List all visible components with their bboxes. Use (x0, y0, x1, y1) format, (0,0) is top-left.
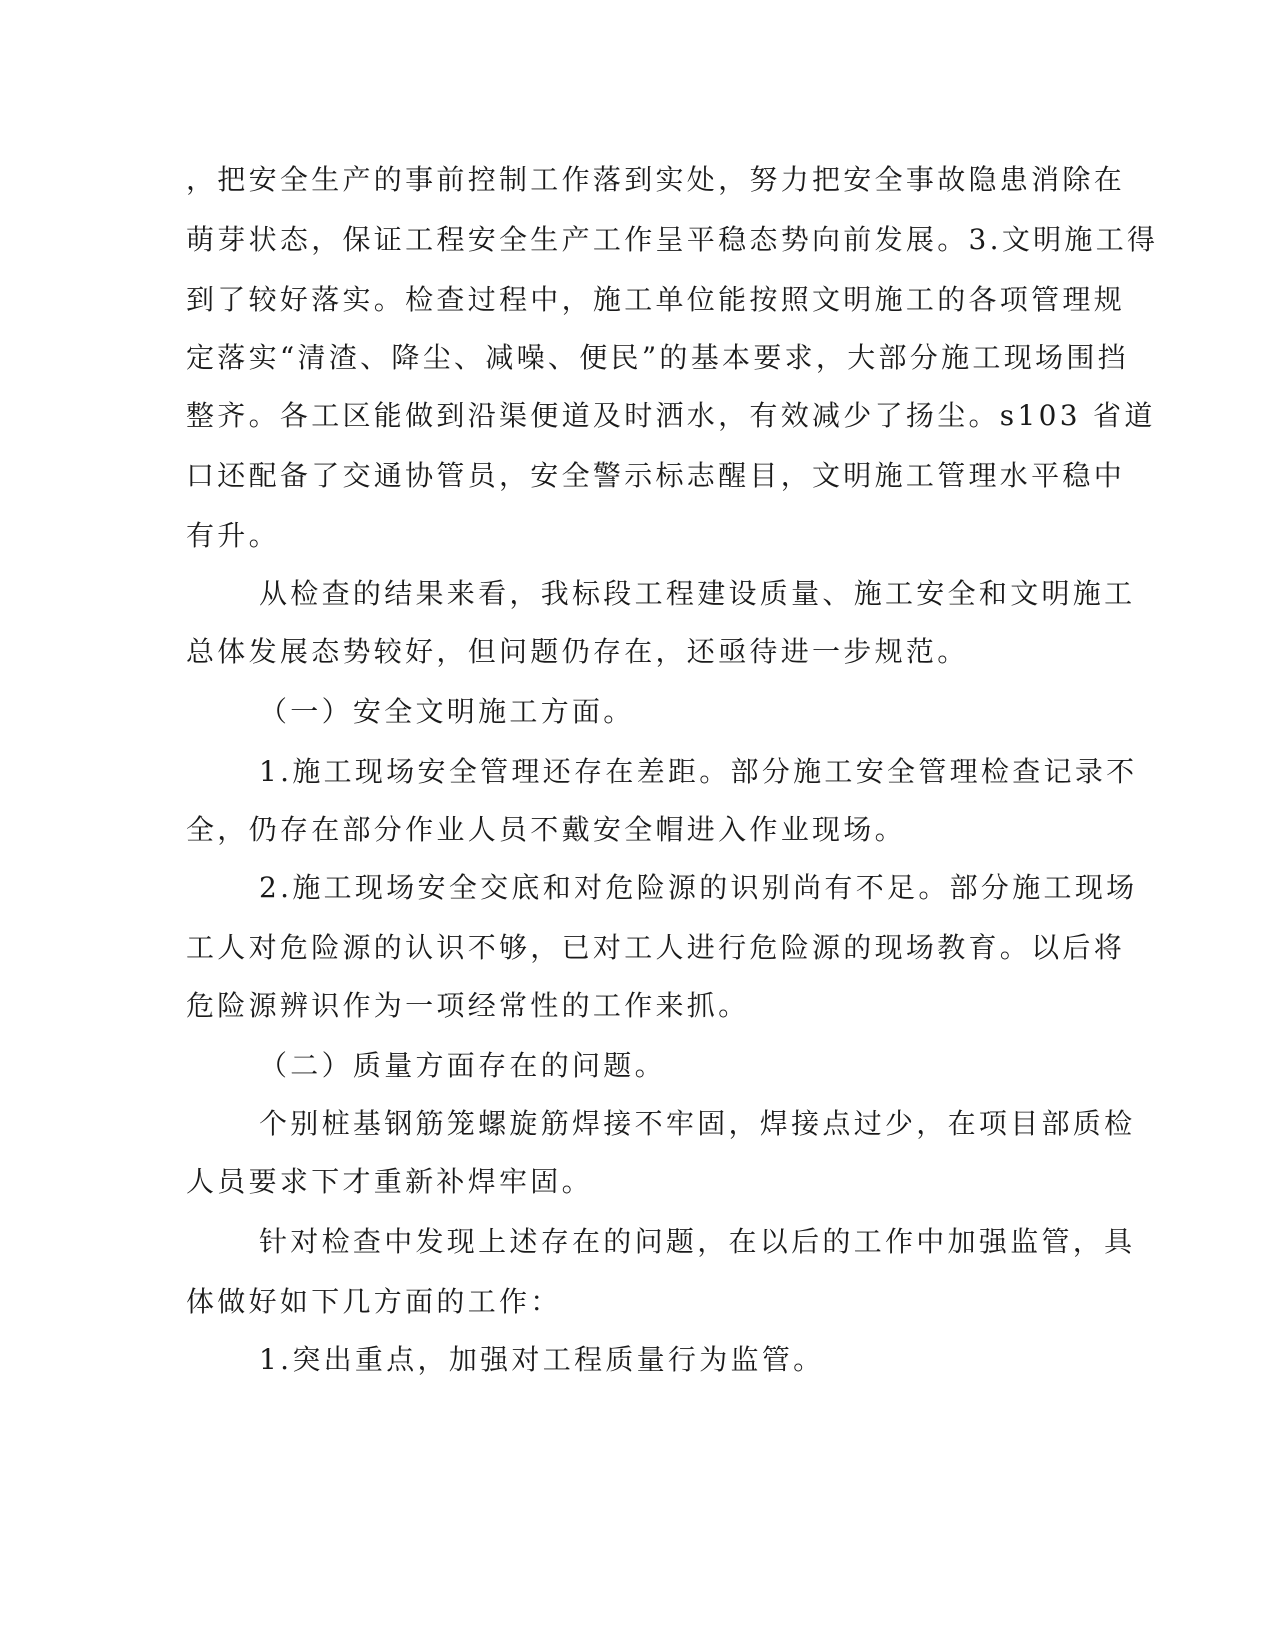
paragraph-start: 个别桩基钢筋笼螺旋筋焊接不牢固，焊接点过少，在项目部质检 (259, 1107, 1136, 1140)
text-line: 工人对危险源的认识不够，已对工人进行危险源的现场教育。以后将 (186, 931, 1126, 964)
section-heading: （一）安全文明施工方面。 (259, 695, 635, 728)
paragraph-start: 针对检查中发现上述存在的问题，在以后的工作中加强监管，具 (259, 1225, 1136, 1258)
paragraph-start: 2.施工现场安全交底和对危险源的识别尚有不足。部分施工现场 (259, 871, 1138, 904)
text-line: 人员要求下才重新补焊牢固。 (186, 1165, 593, 1198)
text-line: 到了较好落实。检查过程中，施工单位能按照文明施工的各项管理规 (186, 283, 1126, 316)
text-line: 整齐。各工区能做到沿渠便道及时洒水，有效减少了扬尘。s103 省道 (186, 399, 1156, 432)
paragraph-start: 从检查的结果来看，我标段工程建设质量、施工安全和文明施工 (259, 577, 1136, 610)
paragraph-start: 1.突出重点，加强对工程质量行为监管。 (259, 1343, 825, 1376)
text-line: 萌芽状态，保证工程安全生产工作呈平稳态势向前发展。3.文明施工得 (186, 223, 1159, 256)
text-line: 全，仍存在部分作业人员不戴安全帽进入作业现场。 (186, 813, 906, 846)
paragraph-start: 1.施工现场安全管理还存在差距。部分施工安全管理检查记录不 (259, 755, 1138, 788)
text-line: 定落实“清渣、降尘、减噪、便民”的基本要求，大部分施工现场围挡 (186, 341, 1129, 374)
text-line: 总体发展态势较好，但问题仍存在，还亟待进一步规范。 (186, 635, 969, 668)
text-line: ，把安全生产的事前控制工作落到实处，努力把安全事故隐患消除在 (186, 163, 1126, 196)
text-line: 口还配备了交通协管员，安全警示标志醒目，文明施工管理水平稳中 (186, 459, 1126, 492)
section-heading: （二）质量方面存在的问题。 (259, 1049, 666, 1082)
text-line: 危险源辨识作为一项经常性的工作来抓。 (186, 989, 750, 1022)
text-line: 体做好如下几方面的工作： (186, 1285, 562, 1318)
text-line: 有升。 (186, 519, 280, 552)
